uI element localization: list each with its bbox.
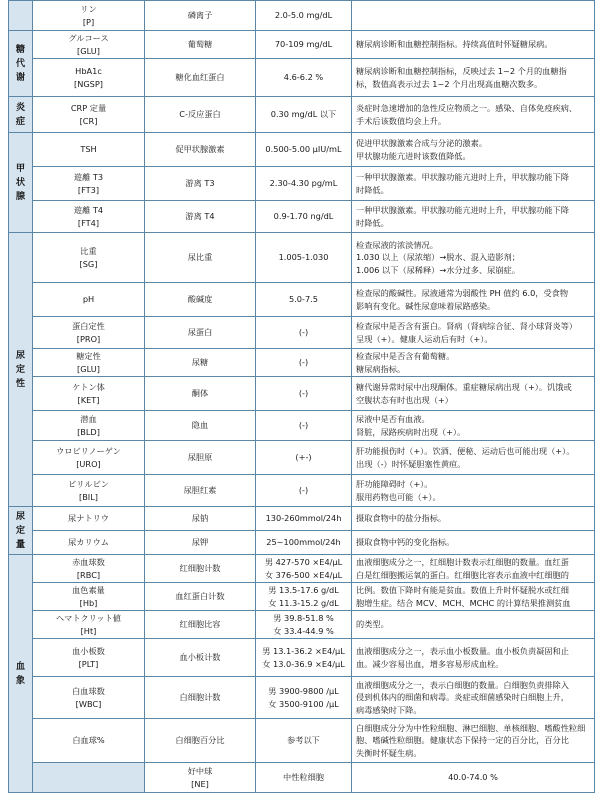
table-row — [9, 377, 595, 411]
item-name-cn: 血小板计数 — [145, 639, 256, 677]
item-name-jp: 糖定性 [GLU] — [33, 349, 145, 377]
table-row — [9, 611, 595, 639]
reference-range: 男 13.5-17.6 g/dL 女 11.3-15.2 g/dL — [256, 583, 352, 611]
category-blood: 血 象 — [9, 555, 33, 793]
item-name-cn: 尿胆红素 — [145, 475, 256, 507]
item-name-jp: 潜血 [BLD] — [33, 411, 145, 441]
item-description — [352, 1, 595, 31]
item-name-cn: 尿钠 — [145, 507, 256, 531]
item-description: 一种甲状腺激素。甲状腺功能亢进时上升，甲状腺功能下降 时降低。 — [352, 167, 595, 201]
item-description: 尿液中是否有血液。 肾脏，尿路疾病时出现（+）。 — [352, 411, 595, 441]
reference-range: 4.6-6.2 % — [256, 59, 352, 97]
item-description: 一种甲状腺激素。甲状腺功能亢进时上升，甲状腺功能下降 时降低。 — [352, 201, 595, 233]
item-description: 炎症时急速增加的急性反应物质之一。感染、自体免疫疾病、 手术后该数值均会上升。 — [352, 97, 595, 133]
item-description: 肝功能损伤时（+）。饮酒、便秘、运动后也可能出现（+）。 出现（-）时怀疑胆塞性黄疸。 — [352, 441, 595, 475]
table-row — [9, 283, 595, 317]
table-row — [9, 763, 595, 793]
reference-range: 130-260mmol/24h — [256, 507, 352, 531]
item-name-cn: 尿比重 — [145, 233, 256, 283]
reference-range: 0.9-1.70 ng/dL — [256, 201, 352, 233]
item-name-cn: 尿胆原 — [145, 441, 256, 475]
item-name-cn: 酸碱度 — [145, 283, 256, 317]
item-name-cn: 糖化血红蛋白 — [145, 59, 256, 97]
reference-range: (-) — [256, 411, 352, 441]
item-name-jp: 血小板数 [PLT] — [33, 639, 145, 677]
reference-range: 1.005-1.030 — [256, 233, 352, 283]
item-name-cn: 红细胞比容 — [145, 611, 256, 639]
item-name-cn: 尿蛋白 — [145, 317, 256, 349]
item-description: 血液细胞成分之一，表示白细胞的数量。白细胞负责排除入 侵到机体内的细菌和病毒。炎症或细菌感染时白细胞上升， 病毒感染时下降。 — [352, 677, 595, 719]
item-description: 血液细胞成分之一，红细胞计数表示红细胞的数量。血红蛋 白是红细胞搬运氧的蛋白。红细胞比容表示血液中红细胞的 — [352, 555, 595, 583]
item-description: 糖代谢异常时尿中出现酮体。重症糖尿病出现（+）。饥饿或 空腹状态有时也出现（+） — [352, 377, 595, 411]
item-name-jp: ヘマトクリット値 [Ht] — [33, 611, 145, 639]
table-row — [9, 531, 595, 555]
item-description: 比例。数值下降时有能是贫血。数值上升时怀疑脱水或红细 胞增生症。结合 MCV、MCH、MCHC 的计算结果推测贫血 — [352, 583, 595, 611]
item-name-cn: 游离 T4 — [145, 201, 256, 233]
table-row — [9, 719, 595, 763]
item-name-cn: 葡萄糖 — [145, 31, 256, 59]
table-row — [9, 677, 595, 719]
item-name-cn: 白细胞计数 — [145, 677, 256, 719]
reference-range: 70-109 mg/dL — [256, 31, 352, 59]
reference-range: 40.0-74.0 % — [352, 763, 595, 793]
item-description: 血液细胞成分之一，表示血小板数量。血小板负责凝固和止 血。减少容易出血，增多容易形成血栓。 — [352, 639, 595, 677]
item-name-cn: 红细胞计数 — [145, 555, 256, 583]
item-name-jp: pH — [33, 283, 145, 317]
item-name-jp: リン [P] — [33, 1, 145, 31]
table-row — [9, 507, 595, 531]
item-name-jp: 遊離 T4 [FT4] — [33, 201, 145, 233]
item-name-cn: 酮体 — [145, 377, 256, 411]
item-description: 摄取食物中钙的变化指标。 — [352, 531, 595, 555]
table-row — [9, 31, 595, 59]
table-row — [9, 1, 595, 31]
table-row — [9, 317, 595, 349]
reference-range: 25~100mmol/24h — [256, 531, 352, 555]
item-name-cn: 隐血 — [145, 411, 256, 441]
item-description: 检查尿中是否含有葡萄糖。 糖尿病指标。 — [352, 349, 595, 377]
table-row — [9, 59, 595, 97]
table-row — [9, 441, 595, 475]
reference-range: 男 13.1-36.2 ×E4/μL 女 13.0-36.9 ×E4/μL — [256, 639, 352, 677]
category-urine-qualitative: 尿 定 性 — [9, 233, 33, 507]
item-description: 检查尿的酸碱性。尿液通常为弱酸性 PH 值约 6.0，受食物 影响有变化。碱性尿意味着尿路感染。 — [352, 283, 595, 317]
item-name-jp: グルコース [GLU] — [33, 31, 145, 59]
item-description: 检查尿中是否含有蛋白。肾病（肾病综合征、肾小球肾炎等） 呈现（+）。健康人运动后有时（+）。 — [352, 317, 595, 349]
item-name-jp: CRP 定量 [CR] — [33, 97, 145, 133]
reference-range: 男 3900-9800 /μL 女 3500-9100 /μL — [256, 677, 352, 719]
item-name-jp: 血色素量 [Hb] — [33, 583, 145, 611]
item-name-cn: 尿糖 — [145, 349, 256, 377]
reference-range: 2.0-5.0 mg/dL — [256, 1, 352, 31]
table-row — [9, 411, 595, 441]
item-name-jp: 比重 [SG] — [33, 233, 145, 283]
item-name-jp: ウロビリノーゲン [URO] — [33, 441, 145, 475]
item-name-jp: 尿ナトリウ — [33, 507, 145, 531]
table-row — [9, 167, 595, 201]
table-row — [9, 349, 595, 377]
reference-range: 参考以下 — [256, 719, 352, 763]
category-urine-quantitative: 尿 定 量 — [9, 507, 33, 555]
category-cell-empty — [33, 763, 145, 793]
table-row — [9, 201, 595, 233]
item-description: 检查尿液的浓淡情况。 1.030 以上（尿浓缩）→脱水、混入造影剂； 1.006 以下（尿稀释）→水分过多、尿崩症。 — [352, 233, 595, 283]
table-row — [9, 555, 595, 583]
item-description: 糖尿病诊断和血糖控制指标。持续高值时怀疑糖尿病。 — [352, 31, 595, 59]
item-name-jp: ビリルビン [BIL] — [33, 475, 145, 507]
table-row — [9, 639, 595, 677]
item-name-cn: 白细胞百分比 — [145, 719, 256, 763]
table-row — [9, 233, 595, 283]
reference-range: (-) — [256, 317, 352, 349]
item-name-jp: 尿カリウム — [33, 531, 145, 555]
reference-range: (-) — [256, 475, 352, 507]
lab-reference-table — [8, 0, 595, 793]
item-name-jp: 蛋白定性 [PRO] — [33, 317, 145, 349]
reference-range: (-) — [256, 377, 352, 411]
item-name-cn: 血红蛋白计数 — [145, 583, 256, 611]
item-name-jp: 赤血球数 [RBC] — [33, 555, 145, 583]
reference-range: 0.500-5.00 μIU/mL — [256, 133, 352, 167]
item-description: 糖尿病诊断和血糖控制指标，反映过去 1~2 个月的血糖指 标，数值高表示过去 1~2 个月出现高血糖次数多。 — [352, 59, 595, 97]
item-name-jp: TSH — [33, 133, 145, 167]
category-thyroid: 甲 状 腺 — [9, 133, 33, 233]
reference-range: 0.30 mg/dL 以下 — [256, 97, 352, 133]
category-inflammation: 炎 症 — [9, 97, 33, 133]
item-name-jp: ケトン体 [KET] — [33, 377, 145, 411]
table-row — [9, 583, 595, 611]
item-name-jp: 白血球数 [WBC] — [33, 677, 145, 719]
item-name-jp: 好中球 [NE] — [145, 763, 256, 793]
reference-range: (+-) — [256, 441, 352, 475]
item-name-cn: 磷离子 — [145, 1, 256, 31]
category-metabolism: 糖 代 谢 — [9, 31, 33, 97]
table-row — [9, 475, 595, 507]
reference-range: 5.0-7.5 — [256, 283, 352, 317]
item-name-cn: 促甲状腺激素 — [145, 133, 256, 167]
item-description: 肝功能障碍时（+）。 服用药物也可能（+）。 — [352, 475, 595, 507]
reference-range: 男 39.8-51.8 % 女 33.4-44.9 % — [256, 611, 352, 639]
item-name-jp: 遊離 T3 [FT3] — [33, 167, 145, 201]
item-description: 的类型。 — [352, 611, 595, 639]
table-row — [9, 133, 595, 167]
item-description: 白细胞成分分为中性粒细胞、淋巴细胞、单核细胞、嗜酸性粒细 胞、嗜碱性粒细胞。健康状态下保持一定的百分比，百分比 失衡时怀疑生病。 — [352, 719, 595, 763]
reference-range: (-) — [256, 349, 352, 377]
item-name-cn: 游离 T3 — [145, 167, 256, 201]
item-name-cn: 中性粒细胞 — [256, 763, 352, 793]
category-cell-empty — [9, 1, 33, 31]
table-row — [9, 97, 595, 133]
item-description: 摄取食物中的盐分指标。 — [352, 507, 595, 531]
reference-range: 男 427-570 ×E4/μL 女 376-500 ×E4/μL — [256, 555, 352, 583]
item-description: 促进甲状腺激素合成与分泌的激素。 甲状腺功能亢进时该数值降低。 — [352, 133, 595, 167]
item-name-cn: C-反应蛋白 — [145, 97, 256, 133]
item-name-jp: HbA1c [NGSP] — [33, 59, 145, 97]
item-name-cn: 尿钾 — [145, 531, 256, 555]
reference-range: 2.30-4.30 pg/mL — [256, 167, 352, 201]
item-name-jp: 白血球% — [33, 719, 145, 763]
